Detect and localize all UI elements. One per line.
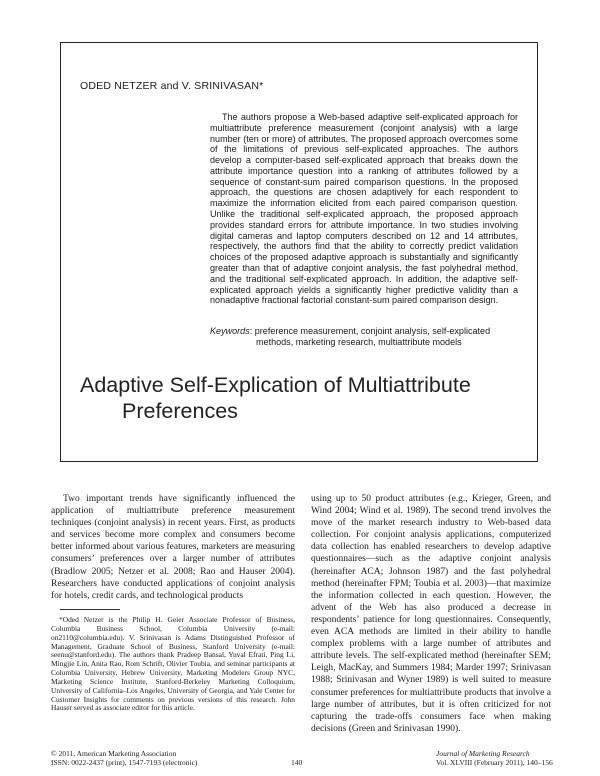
journal-name: Journal of Marketing Research (436, 749, 530, 758)
keywords-text: preference measurement, conjoint analysis, self-explicated methods, marketing research, multiattribute models (254, 326, 491, 347)
article-title (80, 372, 520, 424)
title-line-2: Preferences (122, 399, 238, 423)
keywords-label: Keywords (210, 326, 250, 336)
journal-volume: Vol. XLVIII (February 2011), 140–156 (436, 758, 553, 767)
body-column-2: using up to 50 product attributes (e.g., Krieger, Green, and Wind 2004; Wind et al. 1989). The second trend involves the move of the market research industry to Web-based data collection. For conjoint analysis applications, computerized data collection has enabled researchers to develop adaptive questionnaires—such as the adaptive conjoint analysis (hereinafter ACA; Johnson 1987) and the fast polyhedral method (hereinafter FPM; Toubia et al. 2003)—that maximize the information collected in each question. However, the advent of the Web has also produced a decrease in respondents’ patience for long questionnaires. Consequently, even ACA methods are limited in their ability to handle complex problems with a large number of attributes and attribute levels. The self-explicated method (hereinafter SEM; Leigh, MacKay, and Summers 1984; Marder 1997; Srinivasan 1988; Srinivasan and Wyner 1989) is well suited to measure consumer preferences for multiattribute products that involve a large number of attributes, but it is often criticized for not capturing the trade-offs consumers face when making decisions (Green and Srinivasan 1990). (311, 494, 551, 734)
abstract: The authors propose a Web-based adaptive self-explicated approach for multiattribute preference measurement (conjoint analysis) with a large number (ten or more) of attributes. The proposed approach overcomes some of the limitations of previous self-explicated approaches. The authors develop a computer-based self-explicated approach that breaks down the attribute importance question into a ranking of attributes followed by a sequence of constant-sum paired comparison questions. In the proposed approach, the questions are chosen adaptively for each respondent to maximize the information elicited from each paired comparison question. Unlike the traditional self-explicated approach, the proposed approach provides standard errors for attribute importance. In two studies involving digital cameras and laptop computers described on 12 and 14 attributes, respectively, the authors find that the ability to correctly predict validation choices of the proposed adaptive approach is substantially and significantly greater than that of adaptive conjoint analysis, the fast polyhedral method, and the traditional self-explicated approach. In addition, the adaptive self-explicated approach yields a significantly higher predictive validity than a nonadaptive fractional factorial constant-sum paired comparison design. (210, 112, 518, 306)
footer-copyright: © 2011, American Marketing Association (51, 749, 177, 758)
title-line-1: Adaptive Self-Explication of Multiattribute (80, 373, 471, 397)
footnote-rule (60, 609, 120, 610)
body-column-1: Two important trends have significantly influenced the application of multiattribute preference measurement techniques (conjoint analysis) in recent years. First, as products and services become more complex and consumers become better informed about various features, marketers are measuring consumers’ preferences over a larger number of attributes (Bradlow 2005; Netzer et al. 2008; Rao and Hauser 2004). Researchers have conducted applications of conjoint analysis for hotels, credit cards, and technological products (51, 494, 295, 601)
authors-line: ODED NETZER and V. SRINIVASAN* (80, 80, 264, 92)
keywords: Keywords: preference measurement, conjoint analysis, self-explicated methods, marketing research, multiattribute models (210, 326, 491, 347)
footer-right (436, 749, 553, 767)
page-number: 140 (291, 758, 303, 767)
footer-issn: ISSN: 0022-2437 (print), 1547-7193 (electronic) (51, 758, 198, 767)
footer-left (51, 749, 197, 767)
author-footnote: *Oded Netzer is the Philip H. Geier Associate Professor of Business, Columbia Business School, Columbia University (e-mail: on2110@columbia.edu). V. Srinivasan is Adams Distinguished Professor of Management, Graduate School of Business, Stanford University (e-mail: seenu@stanford.edu). The authors thank Pradeep Bansal, Yuval Efrati, Ping Li, Mingjie Lin, Anita Rao, Rom Schrift, Olivier Toubia, and seminar participants at Columbia University, Hebrew University, Marketing Modelers Group NYC, Marketing Science Institute, Stanford-Berkeley Marketing Colloquium, University of California–Los Angeles, University of Georgia, and Yale Center for Customer Insights for comments on previous versions of this research. John Hauser served as associate editor for this article. (51, 615, 295, 713)
